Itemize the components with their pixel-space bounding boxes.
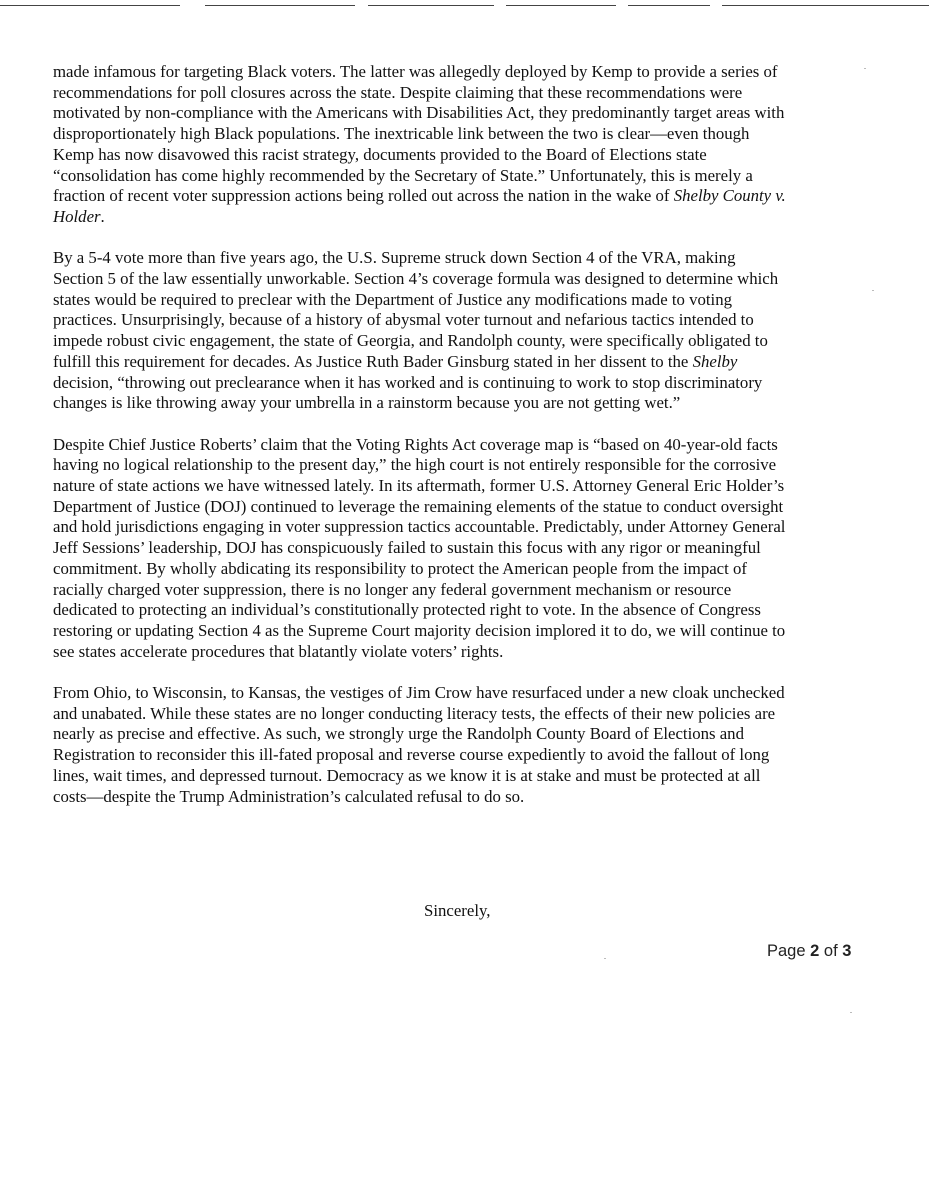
paragraph-line bbox=[53, 248, 858, 269]
text-run: practices. Unsurprisingly, because of a history of abysmal voter turnout and nefarious tactics intended to bbox=[53, 310, 754, 330]
page-number-total: 3 bbox=[842, 942, 852, 960]
text-run: and hold jurisdictions engaging in voter suppression tactics accountable. Predictably, under Attorney General bbox=[53, 517, 786, 537]
paragraph-line bbox=[53, 331, 858, 352]
paragraph-line bbox=[53, 600, 858, 621]
text-run: “consolidation has come highly recommended by the Secretary of State.” Unfortunately, this is merely a bbox=[53, 165, 753, 185]
paragraph-line bbox=[53, 62, 858, 83]
text-run: nature of state actions we have witnessed lately. In its aftermath, former U.S. Attorney General Eric Holder’s bbox=[53, 476, 785, 496]
paragraph-line bbox=[53, 538, 858, 559]
paragraph-line bbox=[53, 186, 858, 207]
text-run: motivated by non-compliance with the Americans with Disabilities Act, they predominantly target areas with bbox=[53, 103, 785, 123]
paragraph-line bbox=[53, 393, 858, 414]
text-run: fulfill this requirement for decades. As Justice Ruth Bader Ginsburg stated in her dissent to the bbox=[53, 351, 693, 371]
paragraph-line bbox=[53, 497, 858, 518]
italic-case-name: Holder bbox=[53, 206, 101, 226]
text-run: having no logical relationship to the present day,” the high court is not entirely responsible for the corrosive bbox=[53, 455, 777, 475]
text-run: impede robust civic engagement, the state of Georgia, and Randolph county, were specifically obligated to bbox=[53, 331, 768, 351]
paragraph-line bbox=[53, 787, 858, 808]
paragraph-line bbox=[53, 559, 858, 580]
text-run: Registration to reconsider this ill-fated proposal and reverse course expediently to avoid the fallout of long bbox=[53, 745, 770, 765]
paragraph-line bbox=[53, 103, 858, 124]
paragraph-line bbox=[53, 373, 858, 394]
paragraph-line bbox=[53, 290, 858, 311]
paragraph-line bbox=[53, 745, 858, 766]
italic-case-name: Shelby County v. bbox=[673, 186, 786, 206]
text-run: decision, “throwing out preclearance when it has worked and is continuing to work to stop discriminatory bbox=[53, 372, 763, 392]
text-run: Jeff Sessions’ leadership, DOJ has conspicuously failed to sustain this focus with any rigor or meaningful bbox=[53, 538, 761, 558]
paragraph-line bbox=[53, 517, 858, 538]
text-run: recommendations for poll closures across the state. Despite claiming that these recommendations were bbox=[53, 82, 743, 102]
page-number-prefix: Page bbox=[767, 942, 811, 960]
paragraph-4 bbox=[53, 683, 858, 807]
paragraph-1 bbox=[53, 62, 858, 228]
paragraph-line bbox=[53, 724, 858, 745]
paragraph-line bbox=[53, 269, 858, 290]
text-run: see states accelerate procedures that blatantly violate voters’ rights. bbox=[53, 641, 504, 661]
letter-body bbox=[53, 62, 858, 828]
paragraph-line bbox=[53, 476, 858, 497]
text-run: disproportionately high Black populations. The inextricable link between the two is clear—even though bbox=[53, 124, 750, 144]
text-run: dedicated to protecting an individual’s constitutionally protected right to vote. In the absence of Congress bbox=[53, 600, 761, 620]
text-run: commitment. By wholly abdicating its responsibility to protect the American people from the impact of bbox=[53, 558, 747, 578]
paragraph-3 bbox=[53, 435, 858, 663]
paragraph-line bbox=[53, 580, 858, 601]
text-run: racially charged voter suppression, there is no longer any federal government mechanism or resource bbox=[53, 579, 732, 599]
paragraph-line bbox=[53, 207, 858, 228]
paragraph-line bbox=[53, 145, 858, 166]
text-run: fraction of recent voter suppression actions being rolled out across the nation in the wake of bbox=[53, 186, 674, 206]
text-run: costs—despite the Trump Administration’s calculated refusal to do so. bbox=[53, 786, 525, 806]
text-run: states would be required to preclear with the Department of Justice any modifications made to voting bbox=[53, 289, 732, 309]
page-number-separator: of bbox=[819, 942, 843, 960]
page-number-current: 2 bbox=[810, 942, 820, 960]
paragraph-line bbox=[53, 766, 858, 787]
text-run: changes is like throwing away your umbrella in a rainstorm because you are not getting wet.” bbox=[53, 393, 681, 413]
text-run: From Ohio, to Wisconsin, to Kansas, the vestiges of Jim Crow have resurfaced under a new cloak unchecked bbox=[53, 683, 785, 703]
text-run: made infamous for targeting Black voters. The latter was allegedly deployed by Kemp to provide a series of bbox=[53, 62, 778, 81]
paragraph-line bbox=[53, 704, 858, 725]
paragraph-line bbox=[53, 435, 858, 456]
text-run: nearly as precise and effective. As such, we strongly urge the Randolph County Board of Elections and bbox=[53, 724, 744, 744]
text-run: By a 5-4 vote more than five years ago, the U.S. Supreme struck down Section 4 of the VRA, making bbox=[53, 248, 736, 268]
scan-speck bbox=[850, 1012, 852, 1013]
paragraph-line bbox=[53, 642, 858, 663]
text-run: Kemp has now disavowed this racist strategy, documents provided to the Board of Elections state bbox=[53, 144, 707, 164]
text-run: lines, wait times, and depressed turnout. Democracy as we know it is at stake and must be protected at all bbox=[53, 765, 761, 785]
text-run: restoring or updating Section 4 as the Supreme Court majority decision implored it to do, we will continue to bbox=[53, 620, 786, 640]
text-run: . bbox=[100, 206, 105, 226]
scan-top-edge bbox=[0, 0, 929, 10]
paragraph-line bbox=[53, 455, 858, 476]
paragraph-line bbox=[53, 621, 858, 642]
scan-speck bbox=[864, 68, 866, 69]
scan-speck bbox=[872, 290, 874, 291]
italic-case-name: Shelby bbox=[692, 351, 738, 371]
text-run: Section 5 of the law essentially unworkable. Section 4’s coverage formula was designed to determine which bbox=[53, 269, 779, 289]
scan-speck bbox=[604, 958, 606, 959]
paragraph-line bbox=[53, 310, 858, 331]
paragraph-2 bbox=[53, 248, 858, 414]
paragraph-line bbox=[53, 166, 858, 187]
page-number bbox=[767, 942, 851, 961]
text-run: and unabated. While these states are no longer conducting literacy tests, the effects of their new policies are bbox=[53, 703, 776, 723]
paragraph-line bbox=[53, 352, 858, 373]
text-run: Despite Chief Justice Roberts’ claim that the Voting Rights Act coverage map is “based on 40-year-old facts bbox=[53, 434, 778, 454]
paragraph-line bbox=[53, 83, 858, 104]
text-run: Department of Justice (DOJ) continued to leverage the remaining elements of the statue to conduct oversight bbox=[53, 496, 784, 516]
paragraph-line bbox=[53, 124, 858, 145]
paragraph-line bbox=[53, 683, 858, 704]
closing-salutation: Sincerely, bbox=[424, 901, 491, 920]
